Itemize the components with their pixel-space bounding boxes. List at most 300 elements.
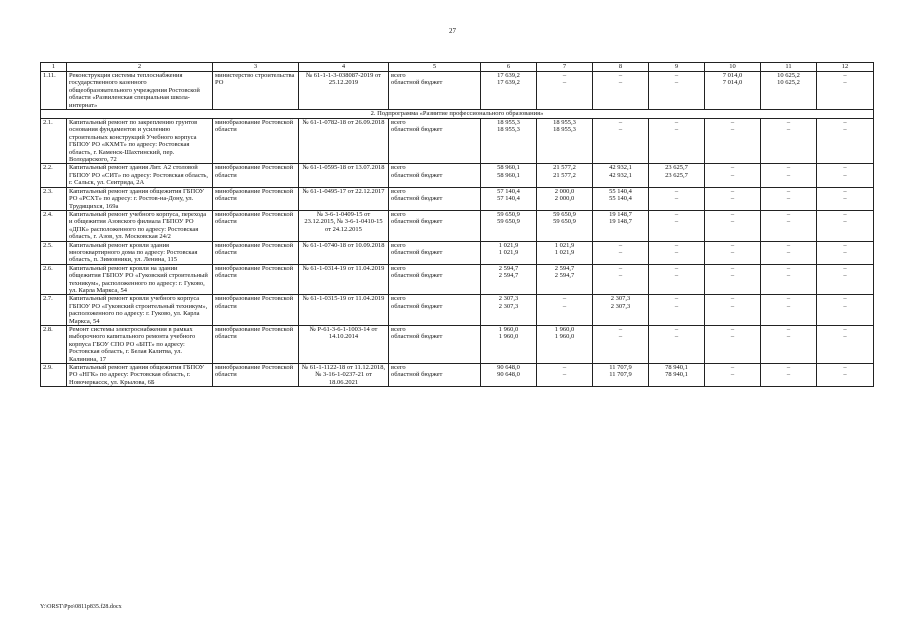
footer-path: Y:\ORST\Ppo\0811p835.f28.docx xyxy=(40,604,122,610)
funding-source-line: всего xyxy=(391,264,406,272)
amount-c9 xyxy=(649,72,705,110)
amount-c7 xyxy=(537,295,593,326)
amount-c10 xyxy=(705,187,761,210)
amount-c9-line: 78 940,1 xyxy=(665,364,688,372)
amount-c8-line: 42 932,1 xyxy=(609,171,632,179)
amount-c8 xyxy=(593,72,649,110)
amount-c10 xyxy=(705,164,761,187)
amount-c12-line: – xyxy=(843,248,847,256)
row-number: 2.2. xyxy=(41,164,67,187)
amount-c11-line: – xyxy=(786,126,791,134)
amount-c7-line: 1 960,0 xyxy=(554,333,575,341)
funding-source xyxy=(389,326,481,364)
amount-c7 xyxy=(537,119,593,164)
amount-c9-line: 78 940,1 xyxy=(665,371,688,379)
amount-c6-line: 1 960,0 xyxy=(498,333,519,341)
amount-c7 xyxy=(537,264,593,295)
amount-c11 xyxy=(761,187,817,210)
funding-source-line: всего xyxy=(391,210,406,218)
amount-c9-line: – xyxy=(674,126,679,134)
expert-conclusion: № 61-1-0782-18 от 26.09.2018 xyxy=(299,119,389,164)
amount-c6 xyxy=(481,187,537,210)
amount-c10-line: – xyxy=(730,126,735,134)
amount-c7-line: – xyxy=(562,72,567,79)
amount-c11 xyxy=(761,326,817,364)
amount-c12-line: – xyxy=(843,241,847,249)
amount-c7-line: – xyxy=(562,79,567,87)
responsible-executor: минобразование Ростовской области xyxy=(213,295,299,326)
amount-c12 xyxy=(817,164,874,187)
amount-c6-line: 57 140,4 xyxy=(497,195,520,203)
amount-c10-line: – xyxy=(730,187,735,195)
amount-c11-line: 10 625,2 xyxy=(777,79,800,87)
amount-c10 xyxy=(705,210,761,241)
amount-c6-line: 59 650,9 xyxy=(497,218,520,226)
amount-c11-line: – xyxy=(786,187,791,195)
funding-source-line: областной бюджет xyxy=(391,218,443,226)
amount-c6-line: 58 960,1 xyxy=(497,164,520,172)
funding-source-line: областной бюджет xyxy=(391,302,443,310)
amount-c8-line: 42 932,1 xyxy=(609,164,632,172)
amount-c8-line: – xyxy=(618,119,623,127)
amount-c8-line: 11 707,9 xyxy=(609,371,632,379)
program-table xyxy=(40,62,874,387)
amount-c9-line: – xyxy=(674,187,679,195)
expert-conclusion: № 3-6-1-0409-15 от 23.12.2015, № 3-6-1-0410-15 от 24.12.2015 xyxy=(299,210,389,241)
amount-c10-line: – xyxy=(730,210,735,218)
amount-c7-line: 1 021,9 xyxy=(554,248,575,256)
amount-c10-line: – xyxy=(730,364,735,372)
column-number-6: 6 xyxy=(481,63,537,72)
amount-c7-line: 59 650,9 xyxy=(553,218,576,226)
amount-c7 xyxy=(537,187,593,210)
object-name: Капитальный ремонт по закреплению грунтов основания фундаментов и усилению строительных конструкций Учебного корпуса ГБПОУ РО «КХМТ» по адресу: Ростовская область, г. Каменск-Шахтинский, пер. Володарского, 72 xyxy=(67,119,213,164)
row-number: 2.7. xyxy=(41,295,67,326)
amount-c9 xyxy=(649,295,705,326)
row-number: 2.6. xyxy=(41,264,67,295)
amount-c6 xyxy=(481,264,537,295)
amount-c9-line: – xyxy=(674,218,679,226)
amount-c6-line: 18 955,3 xyxy=(497,126,520,134)
table-row xyxy=(41,264,874,295)
object-name: Капитальный ремонт кровли учебного корпуса ГБПОУ РО «Гуковский строительный техникум», расположенного по адресу: г. Гуково, ул. Карла Маркса, 54 xyxy=(67,295,213,326)
amount-c9-line: 23 625,7 xyxy=(665,171,688,179)
amount-c6 xyxy=(481,295,537,326)
amount-c11-line: – xyxy=(786,171,791,179)
amount-c11-line: – xyxy=(786,302,791,310)
amount-c12-line: – xyxy=(843,171,847,179)
amount-c10-line: 7 014,0 xyxy=(722,72,743,79)
amount-c12 xyxy=(817,119,874,164)
funding-source-line: всего xyxy=(391,295,406,303)
table-row xyxy=(41,364,874,387)
amount-c9-line: – xyxy=(674,272,679,280)
amount-c11-line: – xyxy=(786,210,791,218)
funding-source-line: всего xyxy=(391,119,406,127)
amount-c10 xyxy=(705,364,761,387)
amount-c7 xyxy=(537,164,593,187)
amount-c8-line: – xyxy=(618,72,623,79)
amount-c9-line: – xyxy=(674,326,679,333)
amount-c9 xyxy=(649,187,705,210)
amount-c6 xyxy=(481,364,537,387)
funding-source xyxy=(389,264,481,295)
expert-conclusion: № 61-1-0595-18 от 13.07.2018 xyxy=(299,164,389,187)
amount-c12-line: – xyxy=(843,119,847,127)
amount-c11-line: 10 625,2 xyxy=(777,72,800,79)
amount-c8 xyxy=(593,241,649,264)
amount-c6-line: 1 021,9 xyxy=(498,241,519,249)
amount-c10-line: – xyxy=(730,195,735,203)
amount-c7-line: 18 955,3 xyxy=(553,119,576,127)
amount-c11 xyxy=(761,364,817,387)
funding-source xyxy=(389,164,481,187)
table-row xyxy=(41,210,874,241)
table-row xyxy=(41,295,874,326)
amount-c6-line: 59 650,9 xyxy=(497,210,520,218)
column-number-2: 2 xyxy=(67,63,213,72)
amount-c12 xyxy=(817,326,874,364)
funding-source-line: областной бюджет xyxy=(391,248,443,256)
amount-c8 xyxy=(593,326,649,364)
amount-c6-line: 1 021,9 xyxy=(498,248,519,256)
amount-c6-line: 1 960,0 xyxy=(498,326,519,333)
amount-c7-line: 1 960,0 xyxy=(554,326,575,333)
funding-source-line: областной бюджет xyxy=(391,126,443,134)
amount-c10-line: – xyxy=(730,241,735,249)
amount-c12 xyxy=(817,264,874,295)
amount-c7-line: – xyxy=(562,302,567,310)
column-number-1: 1 xyxy=(41,63,67,72)
amount-c6 xyxy=(481,119,537,164)
amount-c8-line: 55 140,4 xyxy=(609,187,632,195)
responsible-executor: минобразование Ростовской области xyxy=(213,264,299,295)
amount-c9-line: – xyxy=(674,264,679,272)
amount-c8-line: – xyxy=(618,272,623,280)
amount-c12-line: – xyxy=(843,326,847,333)
amount-c11-line: – xyxy=(786,264,791,272)
amount-c6 xyxy=(481,164,537,187)
amount-c6-line: 2 307,3 xyxy=(498,295,519,303)
funding-source xyxy=(389,72,481,110)
amount-c11-line: – xyxy=(786,119,791,127)
amount-c7-line: – xyxy=(562,364,567,372)
amount-c11 xyxy=(761,164,817,187)
amount-c8 xyxy=(593,364,649,387)
amount-c9-line: – xyxy=(674,302,679,310)
responsible-executor: минобразование Ростовской области xyxy=(213,210,299,241)
responsible-executor: минобразование Ростовской области xyxy=(213,164,299,187)
funding-source-line: всего xyxy=(391,72,406,79)
table-row xyxy=(41,187,874,210)
amount-c12-line: – xyxy=(843,295,847,303)
amount-c10-line: – xyxy=(730,164,735,172)
amount-c7-line: 2 594,7 xyxy=(554,272,575,280)
amount-c7-line: 21 577,2 xyxy=(553,164,576,172)
amount-c10-line: – xyxy=(730,326,735,333)
amount-c12 xyxy=(817,72,874,110)
funding-source xyxy=(389,364,481,387)
funding-source xyxy=(389,187,481,210)
amount-c6-line: 90 648,0 xyxy=(497,364,520,372)
amount-c11-line: – xyxy=(786,241,791,249)
amount-c6-line: 18 955,3 xyxy=(497,119,520,127)
amount-c11-line: – xyxy=(786,195,791,203)
amount-c12-line: – xyxy=(843,264,847,272)
amount-c7-line: – xyxy=(562,295,567,303)
amount-c11 xyxy=(761,241,817,264)
amount-c6-line: 2 594,7 xyxy=(498,264,519,272)
funding-source-line: областной бюджет xyxy=(391,371,443,379)
funding-source xyxy=(389,210,481,241)
amount-c12-line: – xyxy=(843,302,847,310)
amount-c12-line: – xyxy=(843,272,847,280)
object-name: Капитальный ремонт кровли на здании общежития ГБПОУ РО «Гуковский строительный техникум», расположенного по адресу: г. Гуково, ул. Карла Маркса, 54 xyxy=(67,264,213,295)
amount-c12-line: – xyxy=(843,187,847,195)
expert-conclusion: № Р-61-3-6-1-1003-14 от 14.10.2014 xyxy=(299,326,389,364)
amount-c7-line: 2 000,0 xyxy=(554,195,575,203)
funding-source-line: областной бюджет xyxy=(391,272,443,280)
column-number-row xyxy=(41,63,874,72)
expert-conclusion: № 61-1-0740-18 от 10.09.2018 xyxy=(299,241,389,264)
subprogram-heading-row xyxy=(41,110,874,119)
amount-c9 xyxy=(649,364,705,387)
funding-source-line: областной бюджет xyxy=(391,333,443,341)
table-row xyxy=(41,119,874,164)
amount-c12-line: – xyxy=(843,126,847,134)
amount-c7-line: 18 955,3 xyxy=(553,126,576,134)
amount-c10 xyxy=(705,295,761,326)
amount-c9-line: – xyxy=(674,195,679,203)
amount-c11-line: – xyxy=(786,218,791,226)
amount-c9 xyxy=(649,164,705,187)
amount-c12-line: – xyxy=(843,79,847,87)
amount-c6 xyxy=(481,241,537,264)
object-name: Капитальный ремонт учебного корпуса, перехода и общежития Азовского филиала ГБПОУ РО «ДПК» расположенного по адресу: Ростовская область, г. Азов, ул. Московская 24/2 xyxy=(67,210,213,241)
amount-c8-line: – xyxy=(618,248,623,256)
expert-conclusion: № 61-1-0315-19 от 11.04.2019 xyxy=(299,295,389,326)
amount-c9-line: – xyxy=(674,248,679,256)
funding-source xyxy=(389,119,481,164)
row-number: 2.1. xyxy=(41,119,67,164)
amount-c11 xyxy=(761,119,817,164)
amount-c7-line: 2 594,7 xyxy=(554,264,575,272)
amount-c8-line: – xyxy=(618,126,623,134)
amount-c6-line: 17 639,2 xyxy=(497,72,520,79)
amount-c12-line: – xyxy=(843,371,847,379)
amount-c12-line: – xyxy=(843,210,847,218)
amount-c9 xyxy=(649,241,705,264)
amount-c7-line: 1 021,9 xyxy=(554,241,575,249)
row-number: 1.11. xyxy=(41,72,67,110)
amount-c12 xyxy=(817,210,874,241)
responsible-executor: министерство строительства РО xyxy=(213,72,299,110)
amount-c10-line: 7 014,0 xyxy=(722,79,743,87)
amount-c10-line: – xyxy=(730,272,735,280)
amount-c8-line: – xyxy=(618,333,623,341)
amount-c8-line: – xyxy=(618,264,623,272)
responsible-executor: минобразование Ростовской области xyxy=(213,119,299,164)
column-number-8: 8 xyxy=(593,63,649,72)
column-number-12: 12 xyxy=(817,63,874,72)
amount-c6-line: 57 140,4 xyxy=(497,187,520,195)
amount-c6 xyxy=(481,326,537,364)
amount-c10-line: – xyxy=(730,371,735,379)
amount-c6-line: 58 960,1 xyxy=(497,171,520,179)
row-number: 2.4. xyxy=(41,210,67,241)
expert-conclusion: № 61-1-1-3-038087-2019 от 25.12.2019 xyxy=(299,72,389,110)
amount-c8 xyxy=(593,295,649,326)
column-number-3: 3 xyxy=(213,63,299,72)
funding-source-line: областной бюджет xyxy=(391,171,443,179)
amount-c6-line: 17 639,2 xyxy=(497,79,520,87)
amount-c11-line: – xyxy=(786,272,791,280)
amount-c7-line: 2 000,0 xyxy=(554,187,575,195)
expert-conclusion: № 61-1-0495-17 от 22.12.2017 xyxy=(299,187,389,210)
amount-c8-line: 2 307,3 xyxy=(610,302,631,310)
responsible-executor: минобразование Ростовской области xyxy=(213,241,299,264)
row-number: 2.3. xyxy=(41,187,67,210)
amount-c8-line: – xyxy=(618,326,623,333)
column-number-5: 5 xyxy=(389,63,481,72)
amount-c6 xyxy=(481,72,537,110)
object-name: Капитальный ремонт здания Лит. А2 столовой ГБПОУ РО «СИТ» по адресу: Ростовская область, г. Сальск, ул. Сеитрида, 2А xyxy=(67,164,213,187)
column-number-9: 9 xyxy=(649,63,705,72)
funding-source-line: всего xyxy=(391,187,406,195)
expert-conclusion: № 61-1-1122-18 от 11.12.2018, № 3-16-1-0237-21 от 18.06.2021 xyxy=(299,364,389,387)
amount-c9 xyxy=(649,264,705,295)
amount-c9 xyxy=(649,326,705,364)
amount-c10-line: – xyxy=(730,333,735,341)
amount-c10-line: – xyxy=(730,248,735,256)
object-name: Реконструкция системы теплоснабжения государственного казенного общеобразовательного учреждения Ростовской области «Развиленская специальная школа-интернат» xyxy=(67,72,213,110)
amount-c12 xyxy=(817,187,874,210)
table-row xyxy=(41,326,874,364)
amount-c11 xyxy=(761,72,817,110)
amount-c10 xyxy=(705,72,761,110)
amount-c6 xyxy=(481,210,537,241)
amount-c8-line: 19 148,7 xyxy=(609,210,632,218)
amount-c7 xyxy=(537,364,593,387)
amount-c7 xyxy=(537,326,593,364)
amount-c7-line: 59 650,9 xyxy=(553,210,576,218)
funding-source xyxy=(389,295,481,326)
amount-c10-line: – xyxy=(730,302,735,310)
amount-c9-line: – xyxy=(674,333,679,341)
funding-source-line: областной бюджет xyxy=(391,79,443,87)
amount-c9-line: – xyxy=(674,210,679,218)
amount-c8-line: – xyxy=(618,241,623,249)
responsible-executor: минобразование Ростовской области xyxy=(213,326,299,364)
amount-c8 xyxy=(593,210,649,241)
object-name: Капитальный ремонт здания общежития ГБПОУ РО «РСХТ» по адресу: г. Ростов-на-Дону, ул. Трудящихся, 169а xyxy=(67,187,213,210)
object-name: Ремонт системы электроснабжения в рамках выборочного капитального ремонта учебного корпуса ГБОУ СПО РО «БПТ» по адресу: Ростовская область, г. Белая Калитва, ул. Калинина, 17 xyxy=(67,326,213,364)
amount-c10-line: – xyxy=(730,171,735,179)
amount-c11-line: – xyxy=(786,371,791,379)
amount-c10-line: – xyxy=(730,295,735,303)
table-row xyxy=(41,164,874,187)
amount-c12-line: – xyxy=(843,164,847,172)
amount-c12-line: – xyxy=(843,333,847,341)
amount-c9 xyxy=(649,210,705,241)
amount-c8-line: 55 140,4 xyxy=(609,195,632,203)
amount-c9-line: – xyxy=(674,241,679,249)
amount-c11 xyxy=(761,264,817,295)
funding-source-line: всего xyxy=(391,326,406,333)
funding-source-line: всего xyxy=(391,164,406,172)
funding-source-line: всего xyxy=(391,241,406,249)
amount-c9-line: – xyxy=(674,119,679,127)
amount-c12-line: – xyxy=(843,72,847,79)
amount-c11 xyxy=(761,295,817,326)
amount-c12-line: – xyxy=(843,195,847,203)
amount-c10-line: – xyxy=(730,218,735,226)
amount-c12 xyxy=(817,295,874,326)
amount-c12 xyxy=(817,241,874,264)
amount-c8-line: 2 307,3 xyxy=(610,295,631,303)
amount-c8 xyxy=(593,164,649,187)
responsible-executor: минобразование Ростовской области xyxy=(213,187,299,210)
amount-c9-line: 23 625,7 xyxy=(665,164,688,172)
amount-c8-line: 19 148,7 xyxy=(609,218,632,226)
table-row xyxy=(41,72,874,110)
column-number-10: 10 xyxy=(705,63,761,72)
amount-c12-line: – xyxy=(843,364,847,372)
amount-c10 xyxy=(705,264,761,295)
table-row xyxy=(41,241,874,264)
subprogram-title: 2. Подпрограмма «Развитие профессионального образования» xyxy=(41,110,874,119)
column-number-11: 11 xyxy=(761,63,817,72)
amount-c7-line: – xyxy=(562,371,567,379)
amount-c8 xyxy=(593,187,649,210)
amount-c11-line: – xyxy=(786,364,791,372)
amount-c8 xyxy=(593,119,649,164)
amount-c9-line: – xyxy=(674,295,679,303)
amount-c11 xyxy=(761,210,817,241)
expert-conclusion: № 61-1-0314-19 от 11.04.2019 xyxy=(299,264,389,295)
amount-c10 xyxy=(705,241,761,264)
amount-c7 xyxy=(537,241,593,264)
amount-c11-line: – xyxy=(786,333,791,341)
amount-c12-line: – xyxy=(843,218,847,226)
amount-c6-line: 90 648,0 xyxy=(497,371,520,379)
amount-c9-line: – xyxy=(674,79,679,87)
amount-c6-line: 2 594,7 xyxy=(498,272,519,280)
amount-c10 xyxy=(705,326,761,364)
amount-c11-line: – xyxy=(786,295,791,303)
amount-c7 xyxy=(537,210,593,241)
column-number-7: 7 xyxy=(537,63,593,72)
column-number-4: 4 xyxy=(299,63,389,72)
row-number: 2.8. xyxy=(41,326,67,364)
amount-c11-line: – xyxy=(786,164,791,172)
amount-c9-line: – xyxy=(674,72,679,79)
amount-c9 xyxy=(649,119,705,164)
amount-c8-line: 11 707,9 xyxy=(609,364,632,372)
amount-c8 xyxy=(593,264,649,295)
amount-c10-line: – xyxy=(730,119,735,127)
amount-c11-line: – xyxy=(786,326,791,333)
funding-source-line: областной бюджет xyxy=(391,195,443,203)
responsible-executor: минобразование Ростовской области xyxy=(213,364,299,387)
amount-c7 xyxy=(537,72,593,110)
amount-c12 xyxy=(817,364,874,387)
object-name: Капитальный ремонт здания общежития ГБПОУ РО «НГК» по адресу: Ростовская область, г. Новочеркасск, ул. Крылова, 6Б xyxy=(67,364,213,387)
object-name: Капитальный ремонт кровли здания многоквартирного дома по адресу: Ростовская область, п. Зимовники, ул. Ленина, 115 xyxy=(67,241,213,264)
funding-source xyxy=(389,241,481,264)
amount-c11-line: – xyxy=(786,248,791,256)
amount-c6-line: 2 307,3 xyxy=(498,302,519,310)
